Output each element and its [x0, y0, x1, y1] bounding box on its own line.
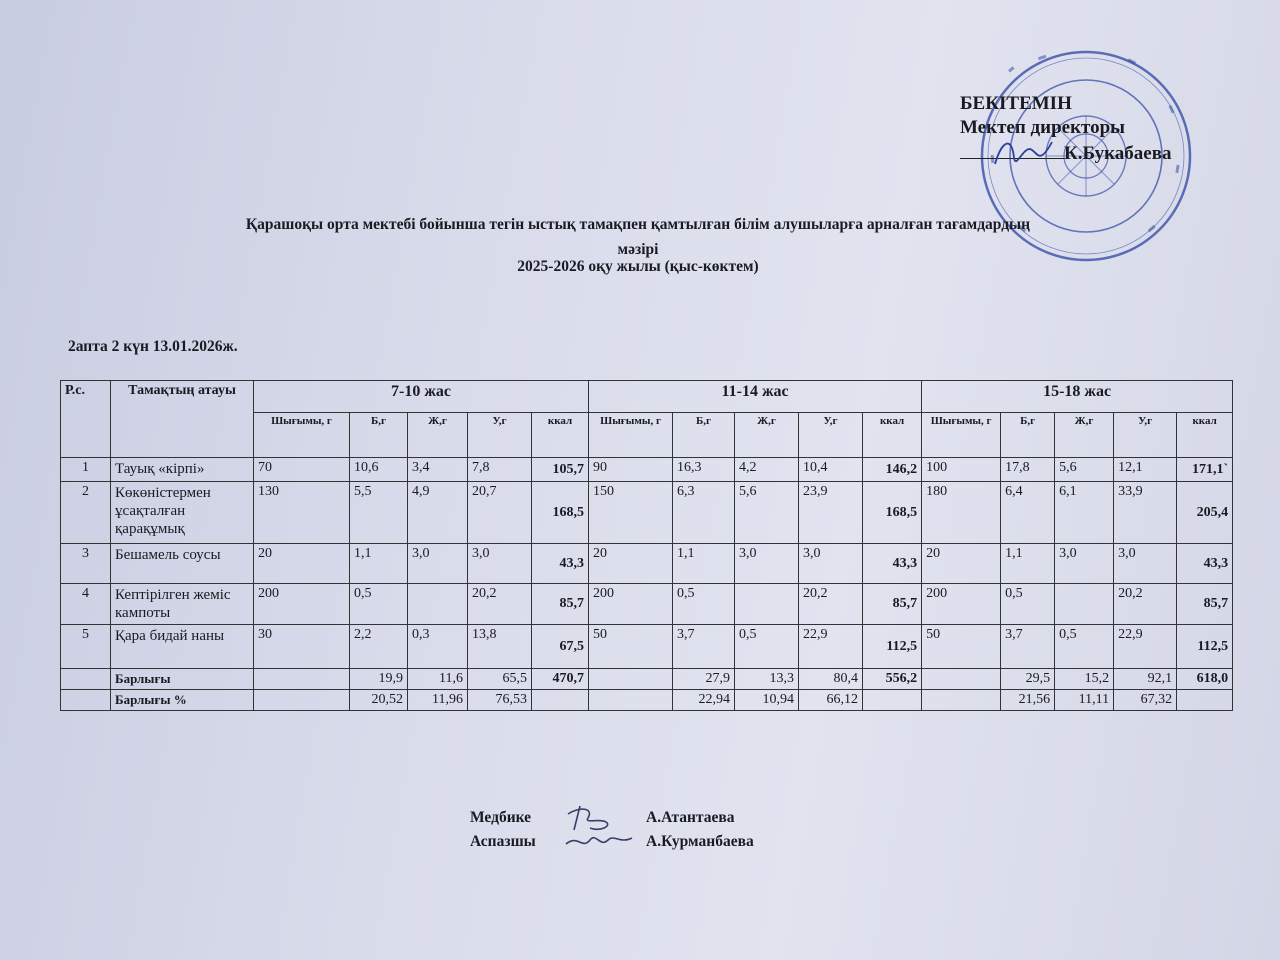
dish-name: Қара бидай наны	[111, 625, 254, 669]
subheader-cell: Шығымы, г	[589, 413, 673, 458]
subheader-cell: У,г	[799, 413, 863, 458]
value-cell: 3,0	[735, 544, 799, 584]
summary-cell	[532, 690, 589, 711]
handwritten-signatures	[560, 800, 640, 856]
summary-cell: 11,96	[408, 690, 468, 711]
value-cell: 130	[254, 482, 350, 544]
value-cell: 1,1	[1001, 544, 1055, 584]
value-cell: 43,3	[532, 544, 589, 584]
value-cell: 100	[922, 458, 1001, 482]
value-cell: 10,6	[350, 458, 408, 482]
value-cell: 3,7	[1001, 625, 1055, 669]
title-line-2: мәзірі	[617, 241, 659, 258]
summary-row	[61, 690, 1233, 711]
value-cell: 0,5	[1001, 584, 1055, 625]
signatures-block	[470, 806, 754, 854]
value-cell: 5,6	[735, 482, 799, 544]
value-cell: 6,4	[1001, 482, 1055, 544]
value-cell: 171,1`	[1177, 458, 1233, 482]
summary-cell	[1177, 690, 1233, 711]
value-cell: 112,5	[863, 625, 922, 669]
value-cell: 20,7	[468, 482, 532, 544]
value-cell: 0,5	[350, 584, 408, 625]
subheader-cell: Шығымы, г	[922, 413, 1001, 458]
summary-row	[61, 669, 1233, 690]
value-cell: 6,3	[673, 482, 735, 544]
summary-cell: 29,5	[1001, 669, 1055, 690]
day-label: 2апта 2 күн 13.01.2026ж.	[68, 338, 238, 355]
subheader-cell: Ж,г	[408, 413, 468, 458]
value-cell: 22,9	[799, 625, 863, 669]
subheader-cell: У,г	[468, 413, 532, 458]
subheader-cell: Б,г	[350, 413, 408, 458]
approval-position: Мектеп директоры	[960, 117, 1126, 138]
value-cell: 5,6	[1055, 458, 1114, 482]
summary-cell: 27,9	[673, 669, 735, 690]
table-row	[61, 544, 1233, 584]
value-cell: 3,0	[408, 544, 468, 584]
subheader-cell: ккал	[532, 413, 589, 458]
value-cell: 0,3	[408, 625, 468, 669]
value-cell: 6,1	[1055, 482, 1114, 544]
subheader-cell: ккал	[1177, 413, 1233, 458]
director-signature	[990, 130, 1060, 174]
value-cell: 2,2	[350, 625, 408, 669]
summary-cell: 11,6	[408, 669, 468, 690]
value-cell: 70	[254, 458, 350, 482]
summary-cell	[254, 669, 350, 690]
group-header-7-10: 7-10 жас	[254, 381, 589, 413]
subheader-cell: Шығымы, г	[254, 413, 350, 458]
value-cell: 180	[922, 482, 1001, 544]
value-cell	[408, 584, 468, 625]
table-row	[61, 584, 1233, 625]
value-cell: 3,7	[673, 625, 735, 669]
subheader-cell: У,г	[1114, 413, 1177, 458]
value-cell: 16,3	[673, 458, 735, 482]
table-row	[61, 625, 1233, 669]
value-cell: 20	[589, 544, 673, 584]
row-number: 3	[61, 544, 111, 584]
value-cell: 20,2	[468, 584, 532, 625]
summary-cell: 15,2	[1055, 669, 1114, 690]
summary-cell: 618,0	[1177, 669, 1233, 690]
value-cell: 50	[922, 625, 1001, 669]
value-cell: 90	[589, 458, 673, 482]
value-cell: 168,5	[532, 482, 589, 544]
value-cell: 150	[589, 482, 673, 544]
subheader-cell: Б,г	[673, 413, 735, 458]
summary-cell: 76,53	[468, 690, 532, 711]
value-cell: 0,5	[673, 584, 735, 625]
row-number: 5	[61, 625, 111, 669]
value-cell: 33,9	[1114, 482, 1177, 544]
summary-cell: 22,94	[673, 690, 735, 711]
value-cell: 85,7	[863, 584, 922, 625]
approval-heading: БЕКІТЕМІН	[960, 93, 1072, 114]
value-cell: 7,8	[468, 458, 532, 482]
row-number: 1	[61, 458, 111, 482]
value-cell: 0,5	[735, 625, 799, 669]
summary-cell	[254, 690, 350, 711]
value-cell: 20	[922, 544, 1001, 584]
dish-name: Бешамель соусы	[111, 544, 254, 584]
summary-cell: 19,9	[350, 669, 408, 690]
group-header-11-14: 11-14 жас	[589, 381, 922, 413]
cook-name: А.Курманбаева	[646, 833, 754, 850]
value-cell: 1,1	[350, 544, 408, 584]
value-cell: 22,9	[1114, 625, 1177, 669]
value-cell: 50	[589, 625, 673, 669]
subheader-cell: Б,г	[1001, 413, 1055, 458]
value-cell	[735, 584, 799, 625]
summary-cell: 80,4	[799, 669, 863, 690]
summary-cell: 20,52	[350, 690, 408, 711]
value-cell: 23,9	[799, 482, 863, 544]
dish-name: Тауық «кірпі»	[111, 458, 254, 482]
table-row	[61, 458, 1233, 482]
summary-cell: 66,12	[799, 690, 863, 711]
value-cell: 13,8	[468, 625, 532, 669]
value-cell: 3,0	[1055, 544, 1114, 584]
summary-label: Барлығы	[111, 669, 254, 690]
dish-name: Көкөністермен ұсақталған қарақұмық	[111, 482, 254, 544]
summary-cell: 65,5	[468, 669, 532, 690]
value-cell: 3,0	[468, 544, 532, 584]
cook-role: Аспазшы	[470, 833, 536, 850]
value-cell: 205,4	[1177, 482, 1233, 544]
document-title	[150, 212, 1126, 262]
school-year: 2025-2026 оқу жылы (қыс-көктем)	[517, 258, 759, 275]
value-cell: 4,9	[408, 482, 468, 544]
col-name-header: Тамақтың атауы	[111, 381, 254, 458]
value-cell: 4,2	[735, 458, 799, 482]
value-cell: 168,5	[863, 482, 922, 544]
value-cell: 30	[254, 625, 350, 669]
value-cell: 112,5	[1177, 625, 1233, 669]
group-header-15-18: 15-18 жас	[922, 381, 1233, 413]
table-row	[61, 482, 1233, 544]
value-cell: 10,4	[799, 458, 863, 482]
value-cell: 0,5	[1055, 625, 1114, 669]
value-cell: 85,7	[1177, 584, 1233, 625]
row-number: 4	[61, 584, 111, 625]
value-cell: 20,2	[799, 584, 863, 625]
value-cell: 20,2	[1114, 584, 1177, 625]
value-cell: 200	[254, 584, 350, 625]
summary-cell: 67,32	[1114, 690, 1177, 711]
menu-table	[60, 380, 1233, 711]
nurse-role: Медбике	[470, 809, 532, 826]
col-number-header: Р.с.	[61, 381, 111, 458]
subheader-cell: Ж,г	[1055, 413, 1114, 458]
value-cell: 146,2	[863, 458, 922, 482]
summary-cell: 11,11	[1055, 690, 1114, 711]
dish-name: Кептірілген жеміс кампоты	[111, 584, 254, 625]
value-cell: 200	[922, 584, 1001, 625]
value-cell: 17,8	[1001, 458, 1055, 482]
value-cell: 200	[589, 584, 673, 625]
value-cell: 43,3	[1177, 544, 1233, 584]
summary-cell	[589, 690, 673, 711]
value-cell: 3,4	[408, 458, 468, 482]
summary-cell: 13,3	[735, 669, 799, 690]
nurse-name: А.Атантаева	[646, 809, 735, 826]
summary-cell	[863, 690, 922, 711]
summary-label: Барлығы %	[111, 690, 254, 711]
value-cell: 20	[254, 544, 350, 584]
value-cell: 3,0	[1114, 544, 1177, 584]
subheader-cell: ккал	[863, 413, 922, 458]
summary-cell	[589, 669, 673, 690]
summary-cell	[922, 690, 1001, 711]
summary-cell	[922, 669, 1001, 690]
summary-cell: 92,1	[1114, 669, 1177, 690]
value-cell: 67,5	[532, 625, 589, 669]
summary-cell: 556,2	[863, 669, 922, 690]
subheader-cell: Ж,г	[735, 413, 799, 458]
value-cell: 105,7	[532, 458, 589, 482]
value-cell: 12,1	[1114, 458, 1177, 482]
value-cell	[1055, 584, 1114, 625]
title-line-1: Қарашоқы орта мектебі бойынша тегін ыстық тамақпен қамтылған білім алушыларға арналған тағамдардың	[245, 216, 1031, 233]
value-cell: 5,5	[350, 482, 408, 544]
value-cell: 43,3	[863, 544, 922, 584]
value-cell: 85,7	[532, 584, 589, 625]
row-number: 2	[61, 482, 111, 544]
value-cell: 1,1	[673, 544, 735, 584]
summary-cell: 470,7	[532, 669, 589, 690]
value-cell: 3,0	[799, 544, 863, 584]
summary-cell: 10,94	[735, 690, 799, 711]
director-name: К.Букабаева	[1064, 143, 1172, 164]
summary-cell: 21,56	[1001, 690, 1055, 711]
